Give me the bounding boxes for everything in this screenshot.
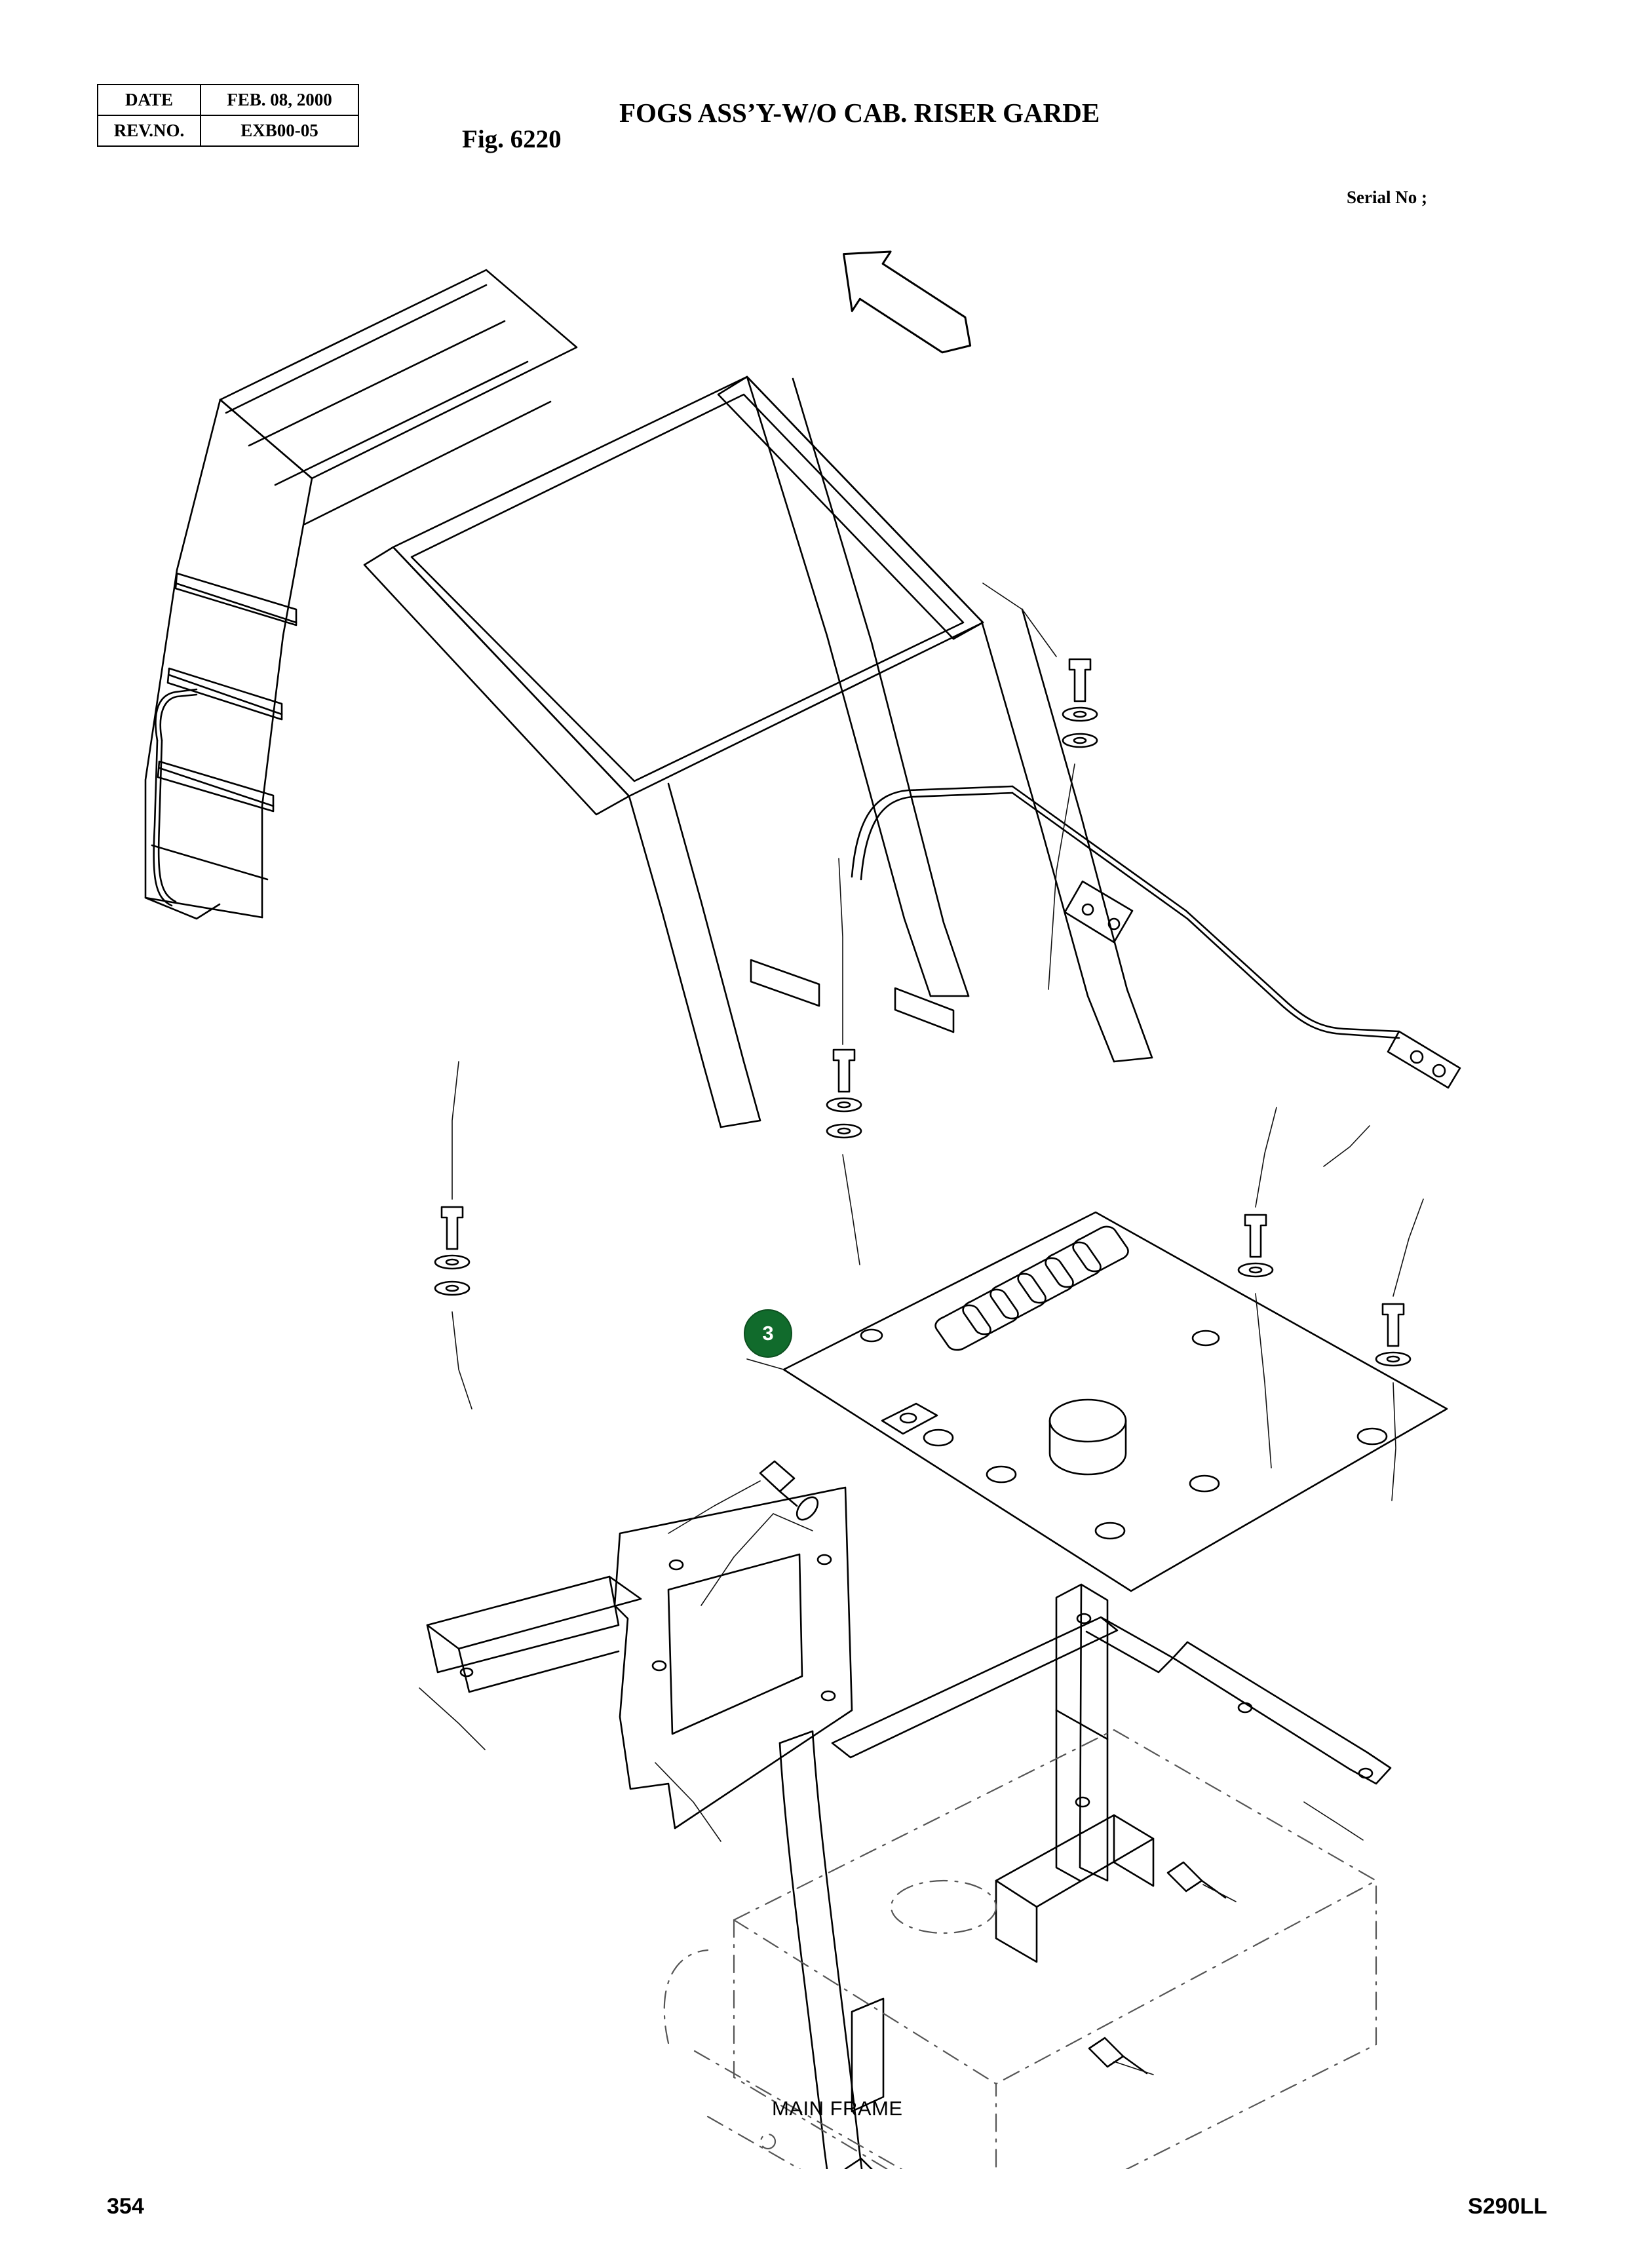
- rev-no-value: EXB00-05: [201, 115, 358, 146]
- table-row: [98, 115, 358, 146]
- callout-balloon-3[interactable]: 3: [744, 1309, 792, 1358]
- bolt-assembly: [1168, 1862, 1225, 1898]
- bolt-assembly: [435, 1207, 469, 1295]
- angle-bracket-left: [427, 1577, 641, 1692]
- page-number: 354: [107, 2194, 144, 2219]
- page-header: [0, 0, 1652, 223]
- bolt-assembly: [1063, 659, 1097, 747]
- fogs-guard-frame: [145, 270, 1152, 1127]
- bolt-assembly: [1376, 1304, 1410, 1366]
- bolt-assembly: [827, 1050, 861, 1138]
- front-arrow-icon: [820, 231, 989, 375]
- deck-plate: [784, 1212, 1447, 1591]
- table-row: [98, 85, 358, 115]
- figure-number: Fig. 6220: [462, 125, 562, 153]
- bolt-assembly: [1089, 2038, 1147, 2073]
- serial-number-label: Serial No ;: [1347, 187, 1427, 207]
- page-title: FOGS ASS’Y-W/O CAB. RISER GARDE: [619, 98, 1100, 128]
- rev-no-label: REV.NO.: [98, 115, 201, 146]
- document-meta-table: [97, 84, 359, 147]
- main-frame-label: MAIN FRAME: [772, 2097, 903, 2120]
- cross-beam-support: [832, 1584, 1391, 1962]
- date-value: FEB. 08, 2000: [201, 85, 358, 115]
- diagram-canvas: [0, 216, 1652, 2169]
- model-code: S290LL: [1468, 2194, 1547, 2219]
- handrail-tube: [852, 786, 1460, 1088]
- bolt-assembly: [845, 2158, 903, 2169]
- bolt-assembly: [1239, 1215, 1273, 1276]
- main-frame-outline: [664, 1730, 1376, 2169]
- exploded-parts-diagram: [0, 216, 1652, 2169]
- date-label: DATE: [98, 85, 201, 115]
- fastener-group: [435, 659, 1410, 2169]
- bolt-assembly: [760, 1461, 822, 1524]
